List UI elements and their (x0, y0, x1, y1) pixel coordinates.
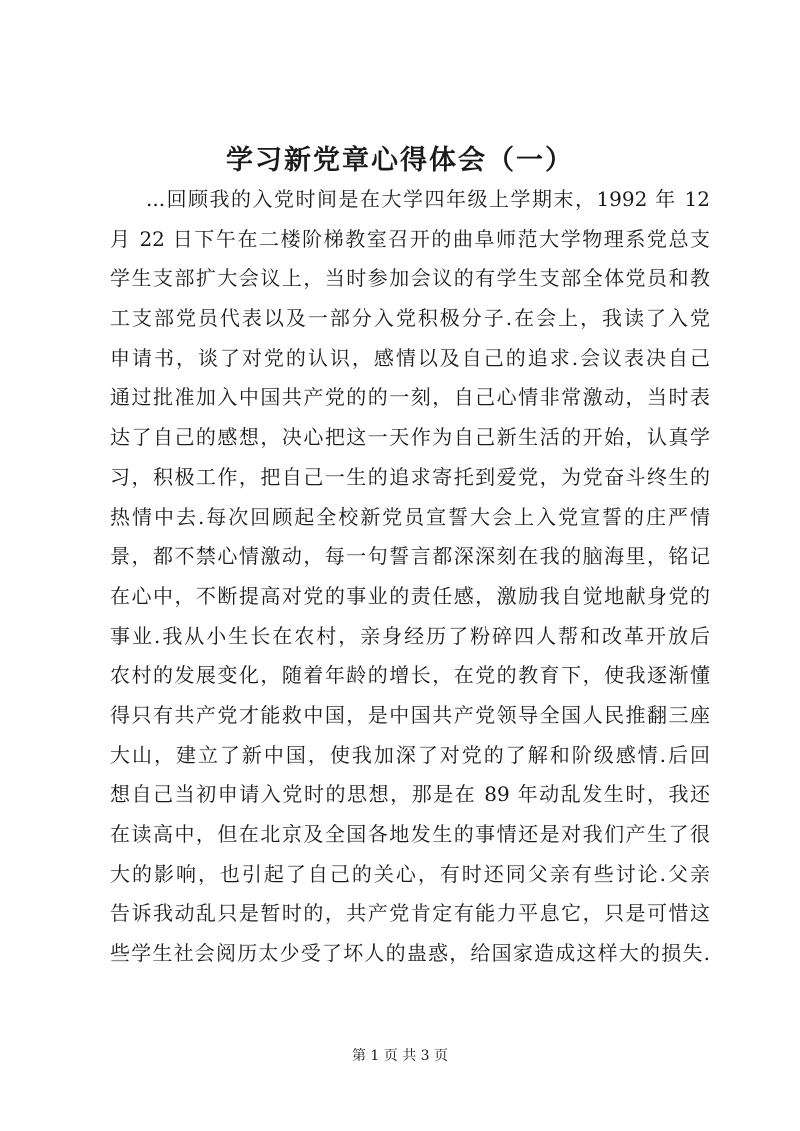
body-line: 达了自己的感想，决心把这一天作为自己新生活的开始，认真学 (110, 425, 710, 450)
body-line: 月 22 日下午在二楼阶梯教室召开的曲阜师范大学物理系党总支 (110, 226, 710, 251)
body-line: 告诉我动乱只是暂时的，共产党肯定有能力平息它，只是可惜这 (110, 901, 710, 926)
body-line: 习，积极工作，把自己一生的追求寄托到爱党，为党奋斗终生的 (110, 464, 710, 489)
body-line: 事业.我从小生长在农村，亲身经历了粉碎四人帮和改革开放后 (110, 623, 710, 648)
body-line: 得只有共产党才能救中国，是中国共产党领导全国人民推翻三座 (110, 702, 710, 727)
body-line: 学生支部扩大会议上，当时参加会议的有学生支部全体党员和教 (110, 266, 710, 291)
body-line: 想自己当初申请入党时的思想，那是在 89 年动乱发生时，我还 (110, 782, 710, 807)
body-line: 工支部党员代表以及一部分入党积极分子.在会上，我读了入党 (110, 306, 710, 331)
body-line: 在心中，不断提高对党的事业的责任感，激励我自觉地献身党的 (110, 583, 710, 608)
page-number-footer: 第 1 页 共 3 页 (351, 1048, 449, 1064)
body-line: 农村的发展变化，随着年龄的增长，在党的教育下，使我逐渐懂 (110, 663, 710, 688)
body-line: 申请书，谈了对党的认识，感情以及自己的追求.会议表决自己 (110, 345, 710, 370)
body-line: 在读高中，但在北京及全国各地发生的事情还是对我们产生了很 (110, 822, 710, 846)
document-title: 学习新党章心得体会（一） (226, 145, 574, 176)
body-line: 热情中去.每次回顾起全校新党员宣誓大会上入党宣誓的庄严情 (110, 504, 710, 529)
body-line: 些学生社会阅历太少受了坏人的蛊惑，给国家造成这样大的损失. (110, 941, 710, 966)
body-line: 通过批准加入中国共产党的的一刻，自己心情非常激动，当时表 (110, 385, 710, 410)
body-line: 景，都不禁心情激动，每一句誓言都深深刻在我的脑海里，铭记 (110, 544, 710, 569)
document-body (110, 180, 710, 974)
body-line: 大山，建立了新中国，使我加深了对党的了解和阶级感情.后回 (110, 742, 710, 767)
body-line: 大的影响，也引起了自己的关心，有时还同父亲有些讨论.父亲 (110, 861, 710, 886)
body-line: ...回顾我的入党时间是在大学四年级上学期末，1992 年 12 (146, 187, 710, 211)
